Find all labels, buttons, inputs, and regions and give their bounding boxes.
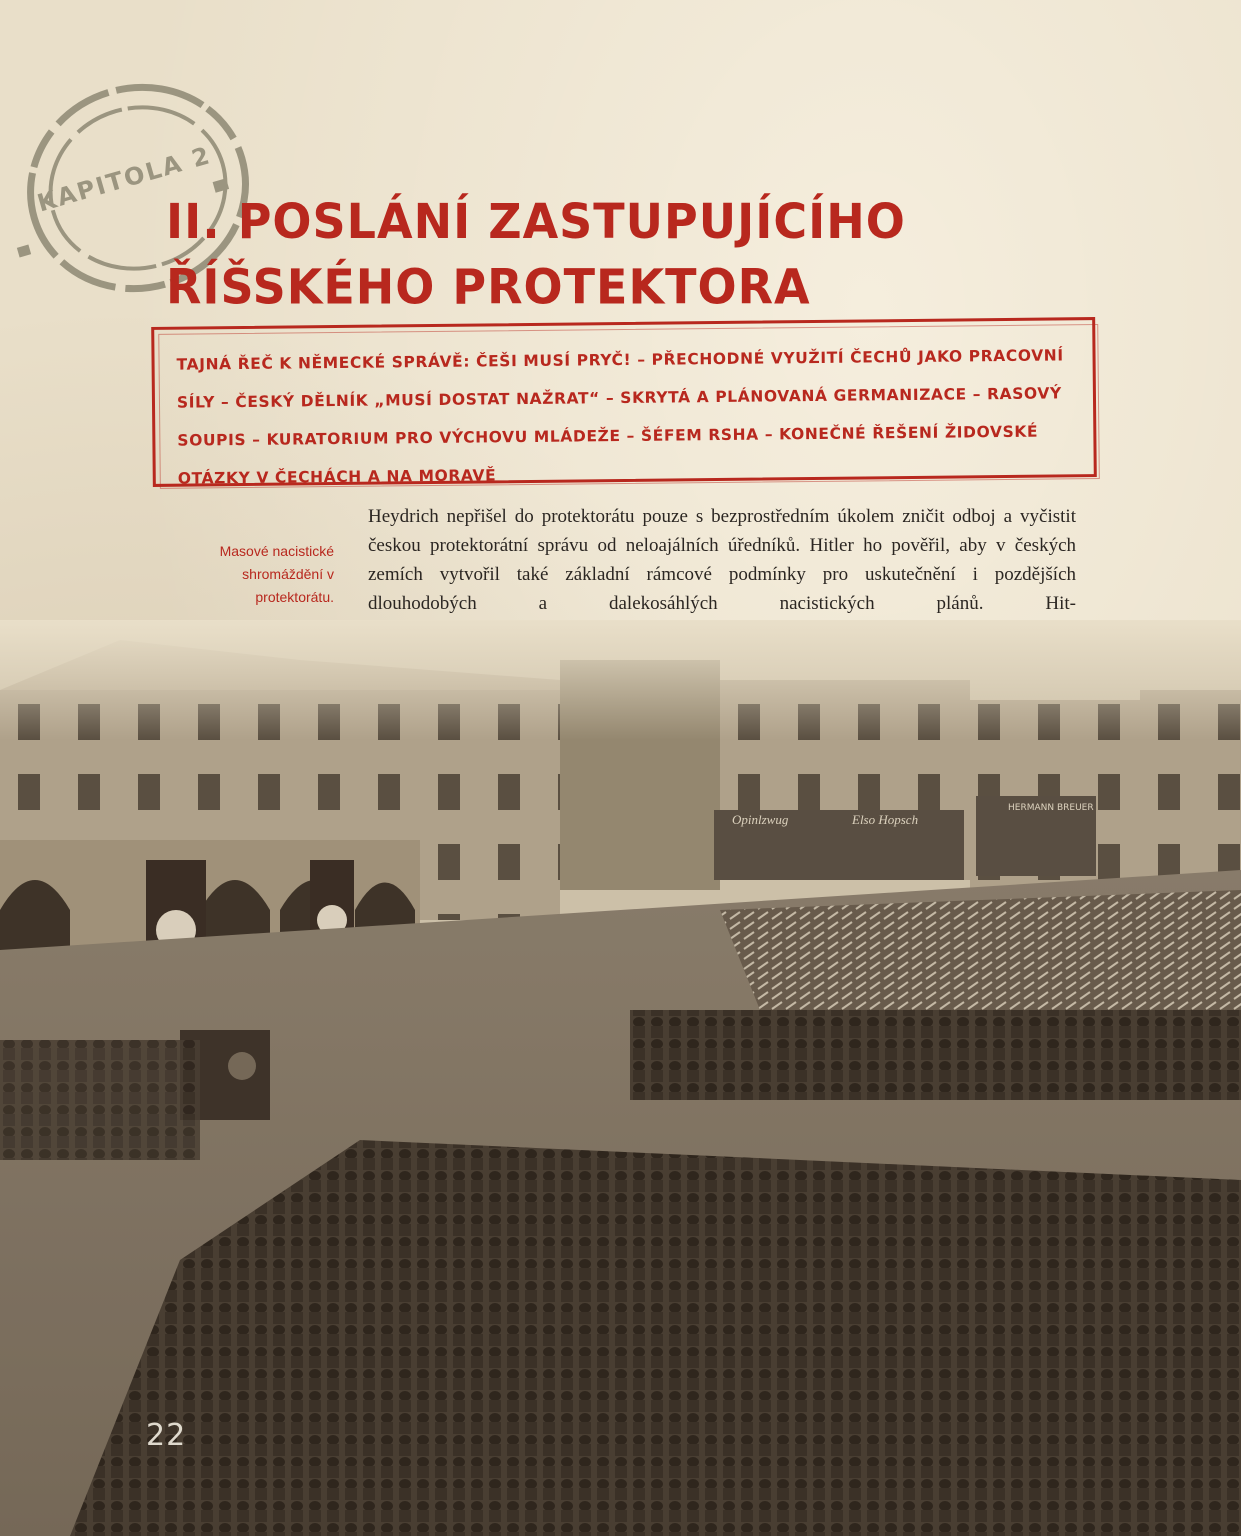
rally-photo	[0, 620, 1241, 1536]
stamp-label: KAPITOLA 2	[34, 141, 215, 218]
chapter-title: II. POSLÁNÍ ZASTUPUJÍCÍHO ŘÍŠSKÉHO PROTEKTORA	[166, 193, 906, 315]
body-paragraph: Heydrich nepřišel do protektorátu pouze s bezprostředním úkolem zničit odboj a vyčistit českou protektorátní správu od neloajálních úředníků. Hitler ho pověřil, aby v českých zemích vytvořil také základní rámcové podmínky pro uskutečnění i pozdějších dlouhodobých a dalekosáhlých nacistických plánů. Hit-	[368, 506, 1076, 614]
photo-caption: Masové nacistické shromáždění v protektorátu.	[219, 543, 334, 605]
shop-sign-1: Opinlzwug	[732, 812, 789, 827]
chapter-summary-text: TAJNÁ ŘEČ K NĚMECKÉ SPRÁVĚ: ČEŠI MUSÍ PRYČ! – PŘECHODNÉ VYUŽITÍ ČECHŮ JAKO PRACOVNÍ SÍLY – ČESKÝ DĚLNÍK „MUSÍ DOSTAT NAŽRAT“ – SKRYTÁ A PLÁNOVANÁ GERMANIZACE – RASOVÝ SOUPIS – KURATORIUM PRO VÝCHOVU MLÁDEŽE – ŠÉFEM RSHA – KONEČNÉ ŘEŠENÍ ŽIDOVSKÉ OTÁZKY V ČECHÁCH A NA MORAVĚ	[176, 346, 1064, 488]
chapter-summary-box	[151, 317, 1097, 487]
page-number: 22	[146, 1418, 187, 1453]
shop-sign-2: Elso Hopsch	[852, 812, 919, 827]
shop-sign-3: HERMANN BREUER	[1008, 803, 1094, 813]
rally-photo-image	[0, 620, 1241, 1536]
